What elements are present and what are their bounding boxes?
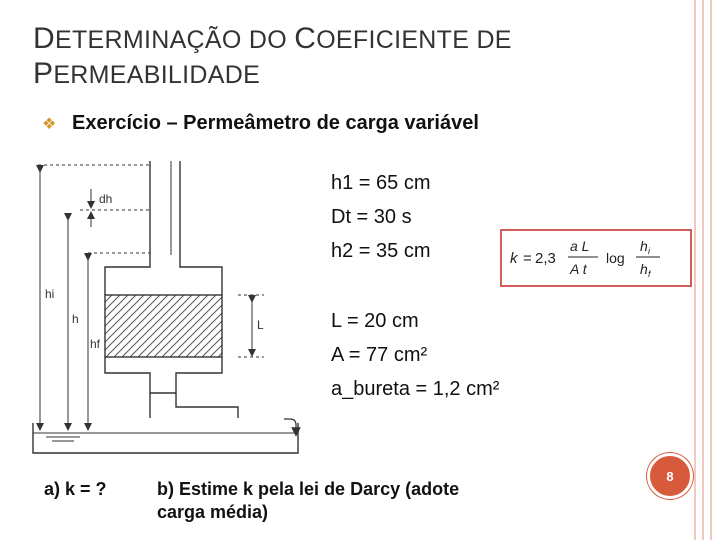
question-a: a) k = ? xyxy=(44,479,107,499)
formula-log: log xyxy=(606,250,625,266)
reservoir-tank xyxy=(33,423,298,453)
overflow-arrow xyxy=(284,419,296,432)
formula-box xyxy=(500,229,692,287)
given-values-top xyxy=(331,166,431,268)
outlet-pipe xyxy=(150,393,238,418)
decorative-rail-middle xyxy=(702,0,704,540)
formula-hi: h xyxy=(640,238,648,254)
formula-coef: 2,3 xyxy=(535,250,556,267)
question-b xyxy=(157,478,547,524)
L-label: L xyxy=(257,318,264,332)
given-h2: h2 = 35 cm xyxy=(331,240,431,262)
sample-cap-top xyxy=(105,255,222,295)
hf-label: hf xyxy=(90,337,101,351)
sample-cap-bottom xyxy=(105,357,222,393)
formula-hf: h xyxy=(640,261,648,277)
hi-label: hi xyxy=(45,287,55,301)
diamond-bullet-icon: ❖ xyxy=(42,115,57,133)
bullet-item xyxy=(42,112,479,135)
permeability-formula xyxy=(502,231,690,285)
question-b-line1: b) Estime k pela lei de Darcy (adote xyxy=(157,479,460,499)
bullet-text: Exercício – Permeâmetro de carga variável xyxy=(72,112,479,134)
formula-eq: = xyxy=(523,250,532,267)
question-b-line2: carga média) xyxy=(157,502,269,522)
formula-hf-sub: f xyxy=(648,269,651,279)
decorative-rail-left xyxy=(694,0,696,540)
dh-label: dh xyxy=(99,192,113,206)
formula-hi-sub: i xyxy=(648,246,650,256)
given-L: L = 20 cm xyxy=(331,310,419,332)
formula-denominator: A t xyxy=(570,261,587,277)
given-A: A = 77 cm² xyxy=(331,344,428,366)
given-dt: Dt = 30 s xyxy=(331,206,412,228)
given-h1: h1 = 65 cm xyxy=(331,172,431,194)
formula-k: k xyxy=(510,250,518,267)
page-number-badge: 8 xyxy=(647,453,693,499)
h-label: h xyxy=(72,312,79,326)
given-a-bureta: a_bureta = 1,2 cm² xyxy=(331,378,500,400)
formula-numerator: a L xyxy=(570,238,590,254)
given-values-bottom xyxy=(331,304,499,406)
decorative-rail-right xyxy=(710,0,712,540)
soil-sample-cylinder xyxy=(105,295,222,357)
slide-title: DETERMINAÇÃO DO COEFICIENTE DE PERMEABILIDADE xyxy=(33,22,512,90)
permeameter-diagram xyxy=(28,155,328,473)
